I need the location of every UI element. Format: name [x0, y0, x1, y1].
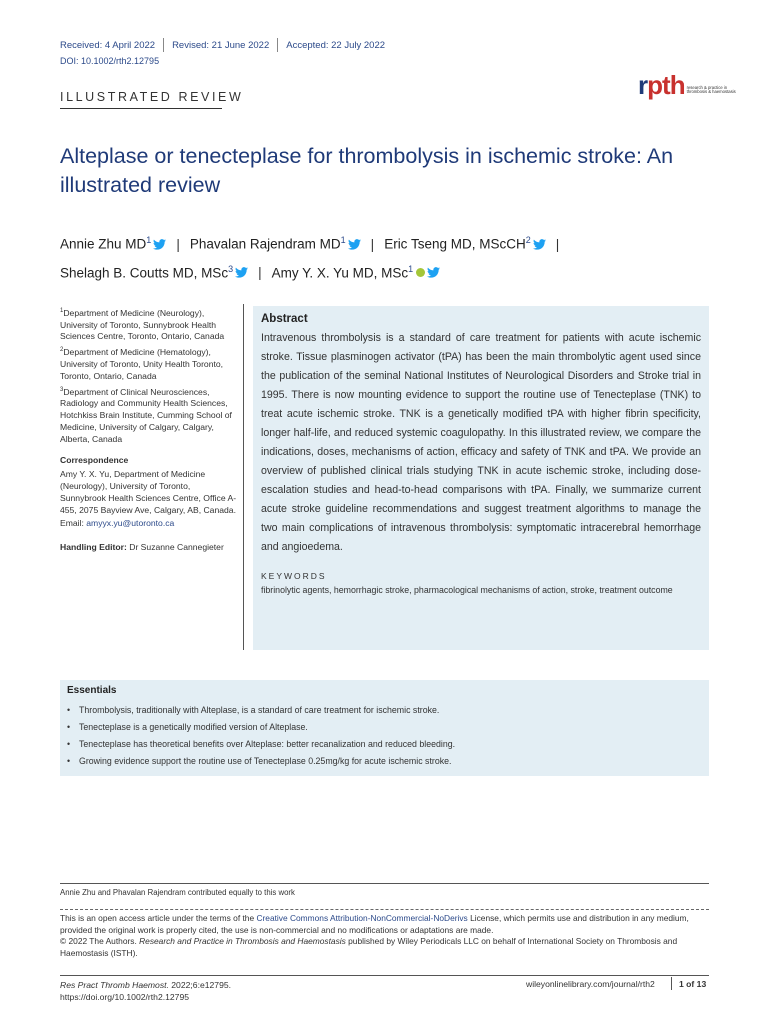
twitter-icon[interactable]	[235, 267, 248, 278]
footnote-rule	[60, 883, 709, 884]
affiliation-sup: 1	[60, 308, 64, 314]
essentials-item: • Thrombolysis, traditionally with Alteplase, is a standard of care treatment for ischemic stroke.	[67, 702, 703, 719]
footer-rule	[60, 975, 709, 976]
page-number: 1 of 13	[679, 979, 707, 989]
twitter-icon[interactable]	[348, 239, 361, 250]
correspondence-email	[60, 518, 238, 530]
author-name[interactable]: Shelagh B. Coutts MD, MSc	[60, 265, 229, 280]
author-separator: |	[555, 236, 560, 252]
license-text	[60, 913, 709, 959]
article-dates	[60, 38, 385, 52]
affiliations-column	[60, 306, 238, 556]
accepted-date: Accepted: 22 July 2022	[286, 39, 386, 51]
handling-editor-name: Dr Suzanne Cannegieter	[126, 542, 224, 553]
abstract-heading: Abstract	[261, 313, 308, 325]
copyright-pre: © 2022 The Authors.	[60, 936, 140, 947]
page-divider	[671, 977, 672, 990]
journal-site[interactable]: wileyonlinelibrary.com/journal/rth2	[526, 979, 655, 989]
author-name[interactable]: Phavalan Rajendram MD	[189, 236, 341, 252]
handling-editor-label: Handling Editor:	[60, 542, 127, 553]
doi[interactable]: DOI: 10.1002/rth2.12795	[60, 56, 160, 66]
email-link[interactable]: amyyx.yu@utoronto.ca	[86, 518, 175, 529]
correspondence-text: Amy Y. X. Yu, Department of Medicine (Neurology), University of Toronto, Sunnybrook Health Sciences Centre, Office A-455, 2075 Bayview Ave, Calgary, AB, Canada.	[60, 469, 237, 515]
author-separator: |	[370, 236, 375, 252]
author-separator: |	[258, 265, 262, 280]
column-divider	[243, 304, 244, 650]
affiliation	[60, 306, 238, 343]
author-affiliation-sup: 1	[146, 235, 152, 245]
keywords-text: fibrinolytic agents, hemorrhagic stroke, pharmacological mechanisms of action, stroke, treatment outcome	[261, 585, 673, 595]
article-title: Alteplase or tenecteplase for thrombolysis in ischemic stroke: An illustrated review	[60, 144, 674, 197]
date-divider	[277, 38, 278, 52]
author-affiliation-sup: 1	[408, 263, 414, 274]
journal-logo-mark: rpth	[638, 70, 685, 100]
email-label: Email:	[60, 518, 87, 529]
abstract-box	[253, 306, 709, 650]
abstract-text: Intravenous thrombolysis is a standard of care treatment for patients with acute ischemic stroke. Tissue plasminogen activator (tPA) has been the main thrombolytic agent used since the publication of the seminal National Institutes of Neurological Disorders and Stroke trial in 1995. There is now mounting evidence to support the routine use of Tenecteplase (TNK) to treat acute ischemic stroke. TNK is a genetically modified tPA with higher fibrin specificity, longer half-life, and reduced systemic coagulopathy. In this illustrated review, we compare the indications, doses, mechanisms of action, efficacy and safety of TNK and tPA. We provide an overview of published clinical trials studying TNK in acute ischemic stroke, including dose-escalation studies and head-to-head comparisons with tPA. Finally, we summarize current acute stroke guideline recommendations and suggest treatment algorithms to manage the two main complications of intravenous thrombolysis: symptomatic intracerebral hemorrhage and angioedema.	[261, 332, 701, 553]
author-affiliation-sup: 2	[525, 235, 531, 245]
author-separator: |	[176, 236, 180, 252]
author-list	[60, 228, 700, 285]
citation-volume: 2022;6:e12795.	[168, 980, 232, 990]
handling-editor	[60, 542, 238, 554]
affiliation-text: Department of Medicine (Neurology), University of Toronto, Sunnybrook Health Sciences Centre, Toronto, Ontario, Canada	[60, 307, 225, 342]
author-affiliation-sup: 3	[228, 263, 234, 274]
keywords-heading: KEYWORDS	[261, 571, 327, 581]
essentials-item: • Tenecteplase has theoretical benefits over Alteplase: better recanalization and reduced bleeding.	[67, 736, 703, 753]
affiliation-sup: 3	[60, 386, 64, 393]
license-pre: This is an open access article under the terms of the	[60, 913, 257, 923]
affiliation-sup: 2	[60, 347, 64, 354]
copyright-journal: Research and Practice in Thrombosis and Haemostasis	[139, 936, 346, 947]
author-name[interactable]: Eric Tseng MD, MScCH	[384, 236, 526, 252]
twitter-icon[interactable]	[427, 267, 440, 278]
copyright-post: published by Wiley Periodicals LLC on behalf of International Society on Thrombosis and Haemostasis (ISTH).	[60, 936, 678, 958]
received-date: Received: 4 April 2022	[60, 39, 156, 51]
affiliation	[60, 345, 238, 382]
citation-journal: Res Pract Thromb Haemost.	[60, 980, 169, 990]
section-label: ILLUSTRATED REVIEW	[60, 90, 244, 104]
citation	[60, 979, 231, 1003]
affiliation-text: Department of Medicine (Hematology), University of Toronto, Unity Health Toronto, Toronto, Ontario, Canada	[60, 347, 224, 381]
affiliation-text: Department of Clinical Neurosciences, Radiology and Community Health Sciences, Hotchkiss Brain Institute, Cumming School of Medicine, University of Calgary, Calgary, Alberta, Canada	[60, 386, 232, 444]
section-underline	[60, 108, 222, 109]
contribution-footnote: Annie Zhu and Phavalan Rajendram contributed equally to this work	[60, 888, 295, 897]
license-rule	[60, 909, 709, 910]
twitter-icon[interactable]	[153, 239, 166, 250]
essentials-item: • Tenecteplase is a genetically modified version of Alteplase.	[67, 719, 703, 736]
revised-date: Revised: 21 June 2022	[172, 39, 270, 51]
essentials-item: • Growing evidence support the routine use of Tenecteplase 0.25mg/kg for acute ischemic stroke.	[67, 753, 703, 770]
doi-url[interactable]: https://doi.org/10.1002/rth2.12795	[60, 992, 190, 1002]
author-name[interactable]: Amy Y. X. Yu MD, MSc	[271, 265, 409, 280]
essentials-box	[60, 680, 709, 776]
correspondence-heading: Correspondence	[60, 455, 129, 466]
affiliation	[60, 385, 238, 446]
journal-logo-subtitle: research & practice in thrombosis & haemostasis	[686, 84, 736, 95]
date-divider	[163, 38, 164, 52]
orcid-icon[interactable]	[416, 268, 425, 277]
author-name[interactable]: Annie Zhu MD	[60, 236, 147, 252]
essentials-heading: Essentials	[67, 685, 117, 696]
twitter-icon[interactable]	[533, 239, 546, 250]
essentials-list	[67, 702, 703, 770]
journal-logo	[638, 72, 747, 98]
author-affiliation-sup: 1	[340, 235, 346, 245]
license-post: License, which permits use and distribution in any medium, provided the original work is properly cited, the use is non-commercial and no modifications or adaptations are made.	[60, 913, 689, 935]
license-link[interactable]: Creative Commons Attribution-NonCommercial-NoDerivs	[256, 913, 468, 923]
